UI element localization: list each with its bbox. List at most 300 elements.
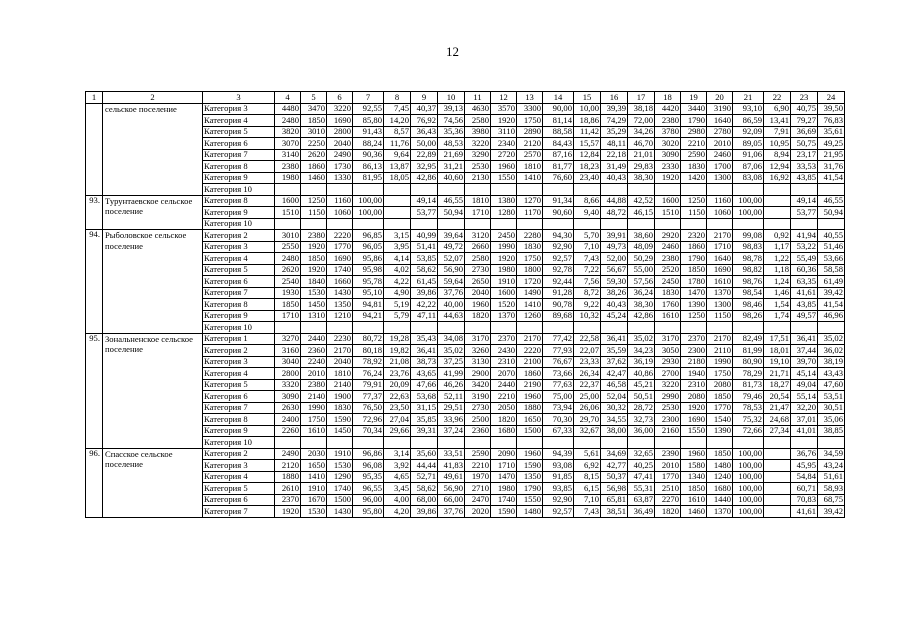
category-label: Категория 7 [203, 149, 275, 161]
value-cell: 29,70 [574, 414, 601, 426]
value-cell: 51,61 [818, 471, 845, 483]
value-cell: 48,53 [438, 138, 465, 150]
value-cell: 37,01 [791, 414, 818, 426]
value-cell: 60,36 [791, 264, 818, 276]
value-cell: 39,39 [601, 103, 628, 115]
value-cell: 10,95 [764, 138, 791, 150]
value-cell: 3220 [327, 103, 353, 115]
category-label: Категория 4 [203, 115, 275, 127]
value-cell: 1690 [681, 414, 707, 426]
value-cell: 58,62 [411, 483, 438, 495]
value-cell: 2210 [465, 460, 491, 472]
value-cell: 50,29 [628, 253, 655, 265]
value-cell [543, 322, 574, 334]
value-cell: 1550 [517, 494, 543, 506]
value-cell: 31,21 [438, 161, 465, 173]
value-cell: 0,92 [764, 230, 791, 242]
value-cell: 96,55 [353, 483, 384, 495]
value-cell: 41,99 [438, 368, 465, 380]
value-cell: 81,73 [733, 379, 764, 391]
value-cell: 1980 [275, 172, 301, 184]
value-cell: 31,49 [601, 161, 628, 173]
value-cell [353, 437, 384, 449]
value-cell: 29,83 [628, 161, 655, 173]
value-cell: 2170 [707, 230, 733, 242]
value-cell: 1770 [655, 471, 681, 483]
value-cell [491, 218, 517, 230]
value-cell: 15,57 [574, 138, 601, 150]
value-cell: 1990 [707, 356, 733, 368]
value-cell: 41,54 [818, 172, 845, 184]
value-cell: 1170 [517, 207, 543, 219]
value-cell: 1920 [301, 264, 327, 276]
value-cell: 1520 [491, 299, 517, 311]
column-number: 20 [707, 92, 733, 104]
value-cell: 1720 [517, 276, 543, 288]
value-cell: 39,31 [411, 425, 438, 437]
value-cell: 1830 [327, 402, 353, 414]
value-cell: 1480 [517, 506, 543, 518]
category-label: Категория 8 [203, 161, 275, 173]
value-cell: 1820 [655, 506, 681, 518]
value-cell: 5,61 [574, 448, 601, 460]
value-cell [764, 448, 791, 460]
value-cell [543, 437, 574, 449]
category-label: Категория 4 [203, 368, 275, 380]
value-cell: 36,02 [818, 345, 845, 357]
value-cell: 43,24 [818, 460, 845, 472]
value-cell: 38,85 [818, 425, 845, 437]
value-cell: 2080 [681, 391, 707, 403]
value-cell [707, 218, 733, 230]
value-cell: 1590 [491, 506, 517, 518]
value-cell: 38,51 [601, 506, 628, 518]
value-cell: 38,30 [628, 299, 655, 311]
value-cell: 88,58 [543, 126, 574, 138]
value-cell: 36,19 [628, 356, 655, 368]
value-cell: 1700 [707, 161, 733, 173]
value-cell: 92,90 [543, 241, 574, 253]
category-label: Категория 7 [203, 287, 275, 299]
value-cell: 2380 [275, 161, 301, 173]
column-number: 4 [275, 92, 301, 104]
value-cell: 36,41 [791, 333, 818, 345]
value-cell: 1470 [491, 471, 517, 483]
table-row [86, 103, 845, 115]
value-cell: 1710 [707, 241, 733, 253]
value-cell: 1880 [517, 402, 543, 414]
value-cell: 47,41 [628, 471, 655, 483]
value-cell: 9,64 [384, 149, 411, 161]
column-number: 5 [301, 92, 327, 104]
value-cell: 7,10 [574, 241, 601, 253]
value-cell [764, 471, 791, 483]
value-cell: 2220 [517, 345, 543, 357]
category-label: Категория 2 [203, 230, 275, 242]
value-cell: 94,39 [543, 448, 574, 460]
value-cell: 2370 [275, 494, 301, 506]
table-row [86, 333, 845, 345]
value-cell: 1980 [491, 264, 517, 276]
value-cell: 1530 [327, 460, 353, 472]
settlement-number: 95. [86, 333, 103, 448]
value-cell: 3,14 [384, 448, 411, 460]
value-cell: 1430 [327, 506, 353, 518]
value-cell: 55,49 [791, 253, 818, 265]
value-cell [764, 207, 791, 219]
value-cell: 2010 [301, 368, 327, 380]
value-cell: 1830 [655, 287, 681, 299]
value-cell: 43,65 [411, 368, 438, 380]
value-cell: 78,29 [733, 368, 764, 380]
value-cell: 1880 [275, 471, 301, 483]
value-cell: 23,33 [574, 356, 601, 368]
value-cell: 23,50 [384, 402, 411, 414]
value-cell: 3170 [465, 333, 491, 345]
value-cell: 96,85 [353, 230, 384, 242]
value-cell: 1690 [327, 115, 353, 127]
value-cell: 92,57 [543, 253, 574, 265]
value-cell: 76,50 [353, 402, 384, 414]
value-cell: 2980 [681, 126, 707, 138]
value-cell: 2170 [707, 333, 733, 345]
value-cell: 3020 [655, 138, 681, 150]
value-cell [353, 218, 384, 230]
value-cell: 3190 [707, 103, 733, 115]
value-cell: 1850 [681, 483, 707, 495]
value-cell: 1250 [301, 195, 327, 207]
value-cell: 52,00 [601, 253, 628, 265]
value-cell: 49,14 [411, 195, 438, 207]
value-cell: 2430 [491, 345, 517, 357]
value-cell: 2300 [655, 414, 681, 426]
value-cell: 40,43 [601, 172, 628, 184]
value-cell: 35,02 [438, 345, 465, 357]
value-cell: 1390 [681, 299, 707, 311]
value-cell [384, 322, 411, 334]
value-cell: 56,98 [601, 483, 628, 495]
column-number: 6 [327, 92, 353, 104]
value-cell: 46,96 [818, 310, 845, 322]
value-cell: 39,13 [438, 103, 465, 115]
value-cell: 50,94 [818, 207, 845, 219]
value-cell: 2340 [491, 138, 517, 150]
value-cell: 46,55 [438, 195, 465, 207]
value-cell: 39,42 [818, 506, 845, 518]
value-cell: 2020 [465, 506, 491, 518]
value-cell: 1510 [655, 207, 681, 219]
table-row [86, 230, 845, 242]
category-label: Категория 5 [203, 483, 275, 495]
value-cell [764, 494, 791, 506]
category-label: Категория 9 [203, 425, 275, 437]
value-cell: 52,04 [601, 391, 628, 403]
value-cell [465, 218, 491, 230]
value-cell: 2010 [707, 138, 733, 150]
value-cell [764, 322, 791, 334]
value-cell: 1850 [301, 115, 327, 127]
value-cell: 27,04 [384, 414, 411, 426]
value-cell: 1500 [517, 425, 543, 437]
value-cell: 2040 [465, 287, 491, 299]
value-cell: 92,78 [543, 264, 574, 276]
category-label: Категория 5 [203, 126, 275, 138]
value-cell: 1510 [275, 207, 301, 219]
value-cell [601, 218, 628, 230]
value-cell: 2720 [491, 149, 517, 161]
value-cell: 1840 [301, 276, 327, 288]
value-cell [655, 218, 681, 230]
value-cell: 8,57 [384, 126, 411, 138]
value-cell: 38,73 [411, 356, 438, 368]
value-cell: 53,77 [411, 207, 438, 219]
value-cell: 5,79 [384, 310, 411, 322]
value-cell: 82,49 [733, 333, 764, 345]
value-cell: 67,33 [543, 425, 574, 437]
value-cell: 26,06 [574, 402, 601, 414]
value-cell: 40,00 [438, 299, 465, 311]
value-cell: 49,14 [791, 195, 818, 207]
value-cell: 79,46 [733, 391, 764, 403]
value-cell: 2070 [491, 368, 517, 380]
category-label: Категория 7 [203, 402, 275, 414]
value-cell [655, 322, 681, 334]
value-cell: 7,91 [764, 126, 791, 138]
value-cell: 7,56 [574, 276, 601, 288]
value-cell: 2050 [491, 402, 517, 414]
column-number: 11 [465, 92, 491, 104]
value-cell: 1550 [491, 172, 517, 184]
value-cell [707, 322, 733, 334]
value-cell: 79,27 [791, 115, 818, 127]
value-cell: 2460 [655, 241, 681, 253]
value-cell: 47,11 [411, 310, 438, 322]
value-cell: 1450 [301, 299, 327, 311]
value-cell: 45,14 [791, 368, 818, 380]
value-cell: 2310 [491, 356, 517, 368]
value-cell: 3980 [465, 126, 491, 138]
value-cell [275, 322, 301, 334]
value-cell: 81,99 [733, 345, 764, 357]
value-cell: 1820 [491, 414, 517, 426]
value-cell: 90,78 [543, 299, 574, 311]
value-cell: 1960 [465, 299, 491, 311]
value-cell: 1920 [491, 253, 517, 265]
value-cell: 4,02 [384, 264, 411, 276]
value-cell: 100,00 [733, 207, 764, 219]
value-cell: 23,76 [384, 368, 411, 380]
value-cell: 1610 [301, 425, 327, 437]
value-cell: 2210 [491, 391, 517, 403]
value-cell: 2890 [517, 126, 543, 138]
value-cell: 3,15 [384, 230, 411, 242]
value-cell: 1770 [327, 241, 353, 253]
value-cell: 2490 [275, 448, 301, 460]
value-cell [601, 184, 628, 196]
table-row [86, 195, 845, 207]
value-cell: 21,71 [764, 368, 791, 380]
value-cell: 2360 [465, 425, 491, 437]
value-cell: 30,32 [601, 402, 628, 414]
value-cell: 1390 [707, 425, 733, 437]
value-cell: 2240 [301, 356, 327, 368]
value-cell: 2460 [707, 149, 733, 161]
value-cell: 1250 [681, 310, 707, 322]
value-cell [327, 218, 353, 230]
value-cell: 20,09 [384, 379, 411, 391]
value-cell: 86,59 [733, 115, 764, 127]
value-cell: 78,53 [733, 402, 764, 414]
value-cell: 2140 [327, 379, 353, 391]
value-cell: 1810 [327, 368, 353, 380]
value-cell: 2800 [275, 368, 301, 380]
value-cell [411, 184, 438, 196]
value-cell: 5,70 [574, 230, 601, 242]
value-cell: 32,67 [574, 425, 601, 437]
value-cell: 53,68 [411, 391, 438, 403]
category-label: Категория 3 [203, 460, 275, 472]
value-cell: 73,94 [543, 402, 574, 414]
category-label: Категория 6 [203, 276, 275, 288]
value-cell: 2540 [275, 276, 301, 288]
value-cell: 100,00 [733, 483, 764, 495]
value-cell: 18,23 [574, 161, 601, 173]
category-label: Категория 9 [203, 310, 275, 322]
value-cell: 95,78 [353, 276, 384, 288]
value-cell: 35,36 [438, 126, 465, 138]
value-cell: 96,86 [353, 448, 384, 460]
value-cell: 94,81 [353, 299, 384, 311]
value-cell: 1350 [327, 299, 353, 311]
value-cell: 2270 [655, 494, 681, 506]
value-cell: 1530 [301, 287, 327, 299]
value-cell: 2920 [655, 230, 681, 242]
value-cell: 10,00 [574, 103, 601, 115]
value-cell: 99,08 [733, 230, 764, 242]
value-cell: 98,83 [733, 241, 764, 253]
value-cell: 1440 [707, 494, 733, 506]
value-cell [628, 322, 655, 334]
value-cell: 1680 [707, 483, 733, 495]
value-cell: 100,00 [733, 448, 764, 460]
value-cell: 1790 [681, 115, 707, 127]
value-cell: 39,42 [818, 287, 845, 299]
value-cell: 34,69 [601, 448, 628, 460]
value-cell: 2210 [681, 138, 707, 150]
settlement-name: сельское поселение [103, 103, 203, 195]
value-cell: 86,13 [353, 161, 384, 173]
value-cell: 43,43 [818, 368, 845, 380]
value-cell: 1160 [327, 195, 353, 207]
value-cell: 73,66 [543, 368, 574, 380]
value-cell: 1590 [327, 414, 353, 426]
value-cell: 2300 [681, 345, 707, 357]
value-cell: 54,84 [791, 471, 818, 483]
value-cell [517, 218, 543, 230]
value-cell: 42,52 [628, 195, 655, 207]
value-cell: 37,76 [438, 506, 465, 518]
value-cell: 18,27 [764, 379, 791, 391]
value-cell: 90,36 [353, 149, 384, 161]
value-cell: 2130 [465, 172, 491, 184]
value-cell: 26,34 [574, 368, 601, 380]
value-cell: 16,92 [764, 172, 791, 184]
column-number: 3 [203, 92, 275, 104]
value-cell: 60,71 [791, 483, 818, 495]
value-cell: 19,10 [764, 356, 791, 368]
value-cell: 52,11 [438, 391, 465, 403]
value-cell: 1930 [275, 287, 301, 299]
value-cell: 1850 [301, 253, 327, 265]
value-cell: 2370 [681, 333, 707, 345]
value-cell: 7,45 [384, 103, 411, 115]
value-cell: 3050 [655, 345, 681, 357]
value-cell: 1240 [707, 471, 733, 483]
value-cell [465, 437, 491, 449]
value-cell: 12,94 [764, 161, 791, 173]
value-cell: 1830 [681, 161, 707, 173]
value-cell: 46,55 [818, 195, 845, 207]
value-cell: 22,58 [574, 333, 601, 345]
column-number: 17 [628, 92, 655, 104]
category-label: Категория 10 [203, 322, 275, 334]
value-cell: 63,35 [791, 276, 818, 288]
page-number: 12 [446, 44, 459, 59]
value-cell: 41,83 [438, 460, 465, 472]
value-cell: 1650 [517, 414, 543, 426]
value-cell: 88,24 [353, 138, 384, 150]
value-cell [411, 437, 438, 449]
value-cell: 2160 [655, 425, 681, 437]
value-cell: 32,20 [791, 402, 818, 414]
value-cell: 1690 [327, 253, 353, 265]
value-cell: 1370 [491, 310, 517, 322]
value-cell: 77,42 [543, 333, 574, 345]
value-cell: 75,00 [543, 391, 574, 403]
value-cell: 36,41 [601, 333, 628, 345]
value-cell: 2310 [681, 379, 707, 391]
column-number: 18 [655, 92, 681, 104]
settlement-name: Зональненское сельское поселение [103, 333, 203, 448]
value-cell: 72,00 [628, 115, 655, 127]
value-cell: 8,94 [764, 149, 791, 161]
value-cell: 76,67 [543, 356, 574, 368]
value-cell: 37,62 [601, 356, 628, 368]
value-cell: 1920 [491, 115, 517, 127]
value-cell: 50,94 [438, 207, 465, 219]
category-label: Категория 2 [203, 448, 275, 460]
value-cell: 34,08 [438, 333, 465, 345]
value-cell: 46,58 [601, 379, 628, 391]
column-number: 1 [86, 92, 103, 104]
value-cell: 21,08 [384, 356, 411, 368]
category-label: Категория 10 [203, 218, 275, 230]
value-cell: 2260 [275, 425, 301, 437]
category-label: Категория 9 [203, 172, 275, 184]
category-label: Категория 6 [203, 391, 275, 403]
value-cell: 3040 [275, 356, 301, 368]
value-cell: 1860 [517, 368, 543, 380]
value-cell: 34,26 [628, 126, 655, 138]
value-cell: 28,72 [628, 402, 655, 414]
value-cell: 81,77 [543, 161, 574, 173]
value-cell: 65,81 [601, 494, 628, 506]
value-cell: 58,93 [818, 483, 845, 495]
value-cell: 1610 [681, 494, 707, 506]
value-cell: 57,56 [628, 276, 655, 288]
value-cell: 1,22 [764, 253, 791, 265]
value-cell [301, 184, 327, 196]
